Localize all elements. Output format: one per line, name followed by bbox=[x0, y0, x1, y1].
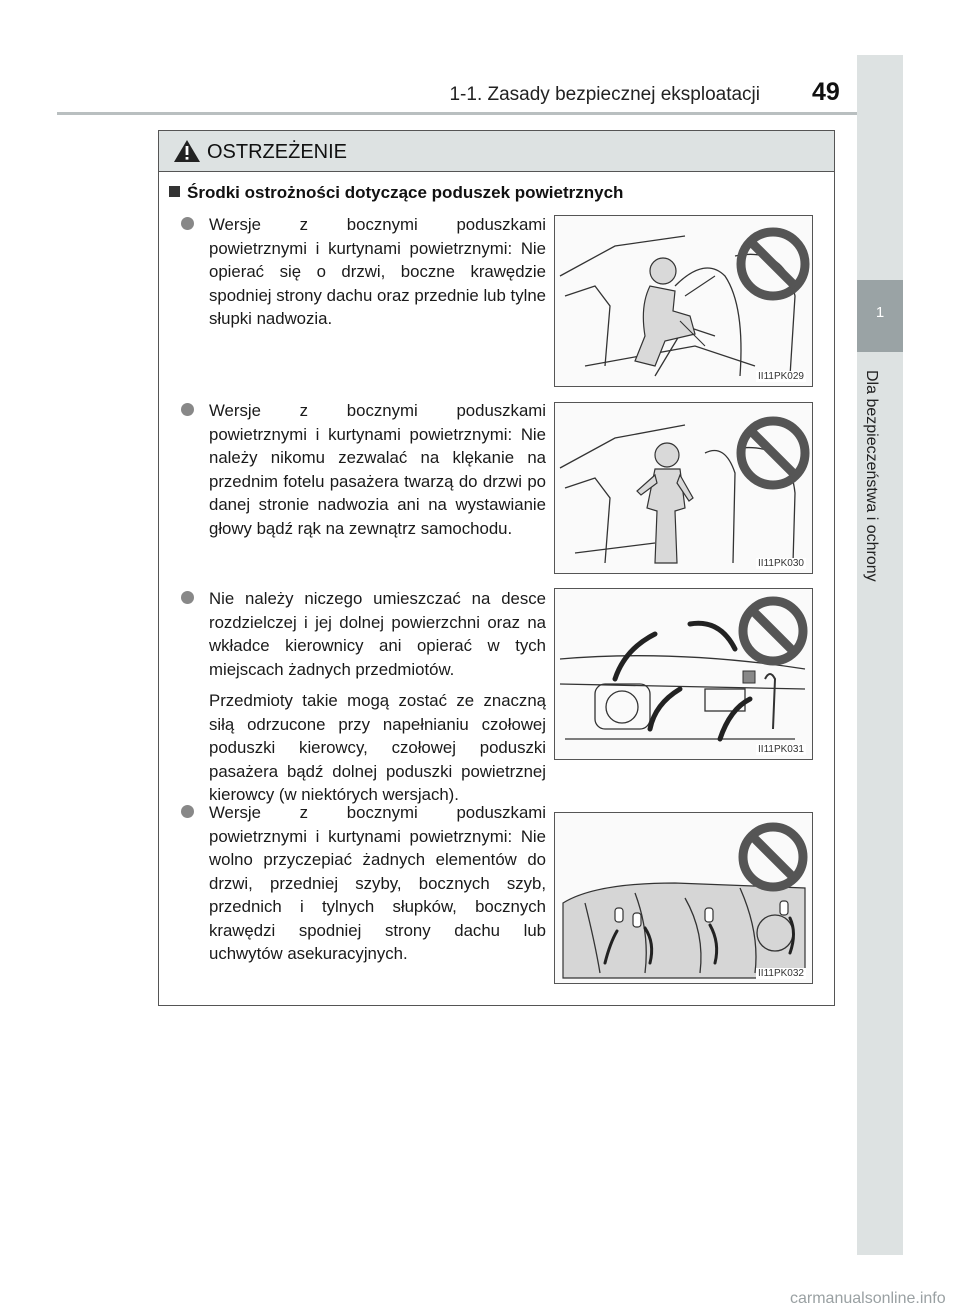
chapter-sidebar bbox=[857, 55, 903, 1255]
figure-kneeling-on-seat bbox=[554, 402, 813, 574]
prohibition-icon bbox=[743, 601, 803, 661]
figure-code: II11PK030 bbox=[758, 558, 804, 569]
item-paragraph: Wersje z bocznymi poduszkami powietrznymi i kurtynami powietrznymi: Nie wolno przyczepiać żadnych elementów do drzwi, przedniej szyby, bocznych szyb, przednich i tylnych słupków, bocznych krawędzi spodniej strony dachu lub uchwytów asekuracyjnych. bbox=[209, 803, 546, 963]
round-bullet-icon bbox=[181, 805, 194, 818]
round-bullet-icon bbox=[181, 217, 194, 230]
warning-header bbox=[159, 131, 834, 172]
figure-dashboard-objects bbox=[554, 588, 813, 760]
chapter-tab[interactable] bbox=[857, 280, 903, 352]
item-paragraph: Nie należy niczego umieszczać na desce rozdzielczej i jej dolnej powierzchni oraz na wkładce kierownicy ani opierać w tych miejscach żadnych przedmiotów. bbox=[209, 589, 546, 679]
figure-code: II11PK032 bbox=[758, 968, 804, 979]
warning-item bbox=[181, 587, 546, 815]
item-paragraph: Wersje z bocznymi poduszkami powietrznymi i kurtynami powietrznymi: Nie opierać się o drzwi, boczne krawędzie spodniej strony dachu oraz przednie lub tylne słupki nadwozia. bbox=[209, 215, 546, 328]
warning-triangle-icon bbox=[173, 139, 201, 163]
round-bullet-icon bbox=[181, 591, 194, 604]
item-paragraph: Wersje z bocznymi poduszkami powietrznymi i kurtynami powietrznymi: Nie należy nikomu zezwalać na klękanie na przednim fotelu pasażera twarzą do drzwi po danej stronie nadwozia ani na wystawianie głowy bądź rąk na zewnątrz samochodu. bbox=[209, 401, 546, 538]
prohibition-icon bbox=[741, 232, 805, 296]
prohibition-icon bbox=[743, 827, 803, 887]
figure-code: II11PK031 bbox=[758, 744, 804, 755]
figure-leaning-on-door bbox=[554, 215, 813, 387]
figure-cabin-accessories bbox=[554, 812, 813, 984]
prohibition-icon bbox=[741, 421, 805, 485]
warning-box bbox=[158, 130, 835, 1006]
square-bullet-icon bbox=[169, 186, 180, 197]
section-heading bbox=[169, 183, 623, 203]
header-rule bbox=[57, 112, 902, 115]
chapter-label: Dla bezpieczeństwa i ochrony bbox=[863, 370, 880, 582]
warning-item bbox=[181, 213, 546, 339]
running-header: 1-1. Zasady bezpiecznej eksploatacji bbox=[449, 84, 760, 105]
footer-watermark: carmanualsonline.info bbox=[790, 1290, 946, 1307]
page-number: 49 bbox=[812, 78, 840, 106]
illustration-dashboard bbox=[555, 589, 812, 759]
warning-item bbox=[181, 801, 546, 974]
illustration-kneeling bbox=[555, 403, 812, 573]
section-heading-text: Środki ostrożności dotyczące poduszek powietrznych bbox=[187, 183, 624, 202]
illustration-cabin bbox=[555, 813, 812, 983]
figure-code: II11PK029 bbox=[758, 371, 804, 382]
item-paragraph: Przedmioty takie mogą zostać ze znaczną siłą odrzucone przy napełnianiu czołowej poduszki kierowcy, czołowej poduszki pasażera bądź dolnej poduszki powietrznej kierowcy (w niektórych wersjach). bbox=[209, 691, 546, 804]
warning-title: OSTRZEŻENIE bbox=[207, 141, 348, 163]
chapter-tab-number: 1 bbox=[875, 304, 885, 321]
round-bullet-icon bbox=[181, 403, 194, 416]
warning-item bbox=[181, 399, 546, 548]
illustration-leaning bbox=[555, 216, 812, 386]
